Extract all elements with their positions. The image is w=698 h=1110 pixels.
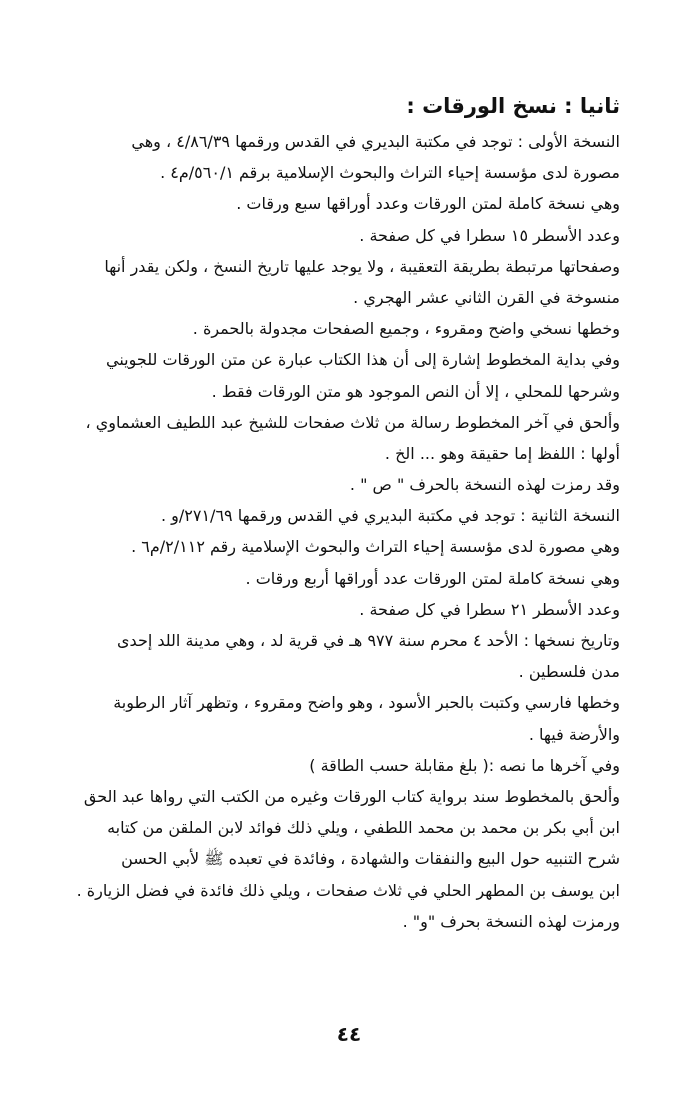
page-body: [42, 86, 620, 937]
text-line: وقد رمزت لهذه النسخة بالحرف " ص " .: [349, 475, 620, 495]
text-line: منسوخة في القرن الثاني عشر الهجري .: [353, 287, 620, 307]
text-line: مصورة لدى مؤسسة إحياء التراث والبحوث الإسلامية برقم ٥٦٠/١/م٤ .: [160, 163, 620, 183]
text-line: وعدد الأسطر ١٥ سطرا في كل صفحة .: [359, 225, 620, 245]
section-heading: ثانيا : نسخ الورقات :: [406, 94, 620, 118]
text-line: أولها : اللفظ إما حقيقة وهو ... الخ .: [384, 443, 620, 463]
text-line: النسخة الثانية : توجد في مكتبة البديري في القدس ورقمها ٢٧١/٦٩/و .: [160, 506, 620, 526]
text-line: النسخة الأولى : توجد في مكتبة البديري في القدس ورقمها ٤/٨٦/٣٩ ، وهي: [131, 132, 620, 151]
text-line: وهي مصورة لدى مؤسسة إحياء التراث والبحوث الإسلامية رقم ٢/١١٢/م٦ .: [131, 537, 620, 557]
text-line: وشرحها للمحلي ، إلا أن النص الموجود هو متن الورقات فقط .: [211, 381, 620, 401]
text-line: مدن فلسطين .: [518, 662, 620, 682]
text-line: ابن يوسف بن المطهر الحلي في ثلاث صفحات ، ويلي ذلك فائدة في فضل الزيارة .: [76, 880, 620, 900]
text-line: شرح التنبيه حول البيع والنفقات والشهادة ، وفائدة في تعبده ﷺ لأبي الحسن: [121, 849, 620, 869]
text-line: وألحق في آخر المخطوط رسالة من ثلاث صفحات للشيخ عبد اللطيف العشماوي ،: [85, 412, 620, 432]
text-line: وفي بداية المخطوط إشارة إلى أن هذا الكتاب عبارة عن متن الورقات للجويني: [106, 350, 620, 370]
text-line: ورمزت لهذه النسخة بحرف "و" .: [402, 911, 620, 931]
text-line: وعدد الأسطر ٢١ سطرا في كل صفحة .: [359, 599, 620, 619]
text-line: وتاريخ نسخها : الأحد ٤ محرم سنة ٩٧٧ هـ في قرية لد ، وهي مدينة اللد إحدى: [117, 631, 620, 650]
text-line: وفي آخرها ما نصه :( بلغ مقابلة حسب الطاقة ): [309, 755, 620, 775]
text-line: ابن أبي بكر بن محمد بن محمد اللطفي ، ويلي ذلك فوائد لابن الملقن من كتابه: [107, 818, 620, 838]
page-number: ٤٤: [336, 1022, 362, 1046]
text-line: وألحق بالمخطوط سند برواية كتاب الورقات وغيره من الكتب التي رواها عبد الحق: [83, 786, 620, 806]
text-line: وهي نسخة كاملة لمتن الورقات وعدد أوراقها سبع ورقات .: [236, 194, 620, 214]
text-line: وخطها فارسي وكتبت بالحبر الأسود ، وهو واضح ومقروء ، وتظهر آثار الرطوبة: [113, 693, 620, 713]
text-line: وخطها نسخي واضح ومقروء ، وجميع الصفحات مجدولة بالحمرة .: [192, 319, 620, 339]
text-line: والأرضة فيها .: [528, 724, 620, 744]
text-line: وصفحاتها مرتبطة بطريقة التعقيبة ، ولا يوجد عليها تاريخ النسخ ، ولكن يقدر أنها: [104, 256, 620, 276]
text-line: وهي نسخة كاملة لمتن الورقات عدد أوراقها أربع ورقات .: [245, 568, 620, 588]
